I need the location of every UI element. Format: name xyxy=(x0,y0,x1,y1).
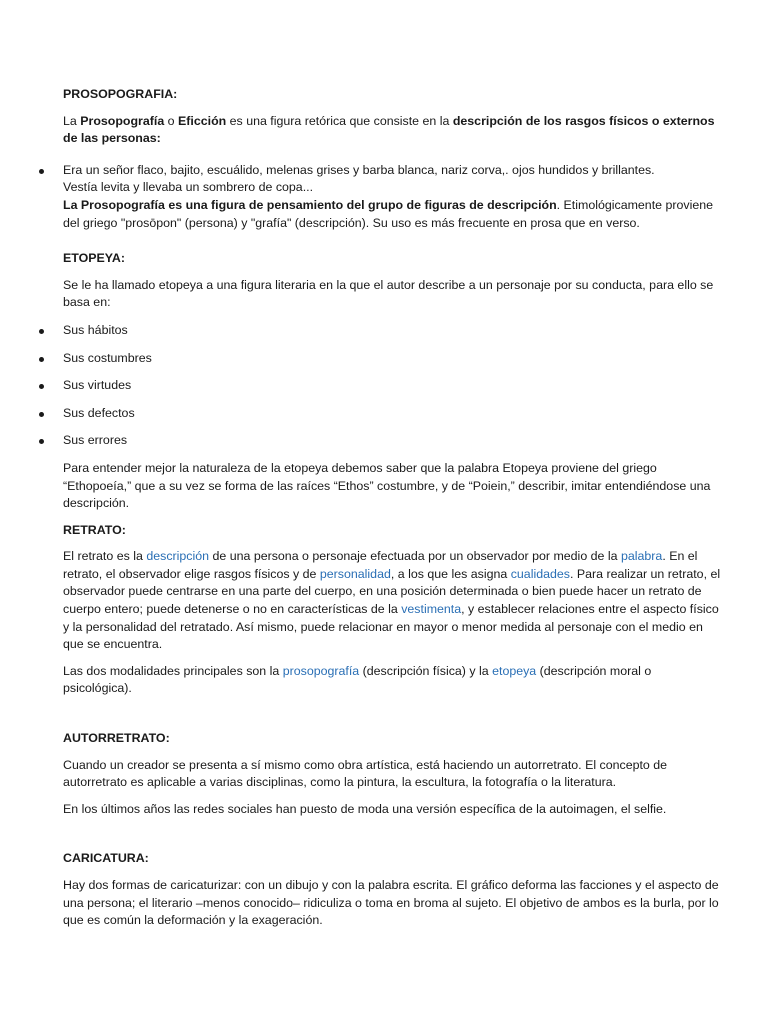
heading-etopeya: ETOPEYA: xyxy=(63,251,125,266)
autorretrato-paragraph-1: Cuando un creador se presenta a sí mismo como obra artística, está haciendo un autorretrato. El concepto de autorretrato es aplicable a varias disciplinas, como la pintura, la escultura, la fotografía o la literatura. xyxy=(63,757,668,790)
list-item: Sus virtudes xyxy=(63,377,723,395)
etopeya-explanation: Para entender mejor la naturaleza de la etopeya debemos saber que la palabra Etopeya proviene del griego “Ethopoeía,” que a su vez se forma de las raíces “Ethos” costumbre, y de “Poiein,” describir, imitar entendiéndose una descripción. xyxy=(63,460,711,511)
link-descripcion[interactable]: descripción xyxy=(146,549,210,564)
link-vestimenta[interactable]: vestimenta xyxy=(401,602,462,617)
document-body xyxy=(63,86,723,930)
bullet-icon xyxy=(39,169,44,174)
link-etopeya[interactable]: etopeya xyxy=(492,663,537,678)
heading-prosopografia: PROSOPOGRAFIA: xyxy=(63,87,178,101)
caricatura-paragraph-1: Hay dos formas de caricaturizar: con un dibujo y con la palabra escrita. El gráfico deforma las facciones y el aspecto de una persona; el literario –menos conocido– ridiculiza o toma en broma al sujeto. El objetivo de ambos es la burla, por lo que es común la deformación y la exageración. xyxy=(63,878,719,928)
heading-retrato: RETRATO: xyxy=(63,522,126,537)
link-cualidades[interactable]: cualidades xyxy=(510,566,570,581)
list-item: Sus errores xyxy=(63,432,723,450)
bullet-icon xyxy=(39,357,44,362)
bullet-icon xyxy=(39,384,44,389)
heading-caricatura: CARICATURA: xyxy=(63,851,149,866)
retrato-paragraph-1: El retrato es la descripción de una persona o personaje efectuada por un observador por medio de la palabra. En el retrato, el observador elige rasgos físicos y de personalidad, a los que les asigna cualidades. Para realizar un retrato, el observador puede centrarse en una parte del cuerpo, en una posición determinada o bien puede hacer un retrato de cuerpo entero; puede detenerse o no en características de la vestimenta, y establecer relaciones entre el aspecto físico y la personalidad del retratado. Así mismo, puede relacionar en mayor o menor medida al personaje con el medio en que se encuentra. xyxy=(63,549,721,652)
list-item: Era un señor flaco, bajito, escuálido, melenas grises y barba blanca, nariz corva,. ojos hundidos y brillantes. Vestía levita y llevaba un sombrero de copa... La Prosopografía es una figura de pensamiento del grupo de figuras de descripción. Etimológicamente proviene del griego "prosōpon" (persona) y "grafía" (descripción). Su uso es más frecuente en prosa que en verso. xyxy=(63,162,723,232)
prosopografia-intro: La Prosopografía o Eficción es una figura retórica que consiste en la descripción de los rasgos físicos o externos de las personas: xyxy=(63,113,715,146)
list-item: Sus costumbres xyxy=(63,350,723,368)
etopeya-intro: Se le ha llamado etopeya a una figura literaria en la que el autor describe a un personaje por su conducta, para ello se basa en: xyxy=(63,277,714,310)
link-palabra[interactable]: palabra xyxy=(620,549,663,564)
autorretrato-paragraph-2: En los últimos años las redes sociales han puesto de moda una versión específica de la autoimagen, el selfie. xyxy=(63,801,667,816)
bullet-icon xyxy=(39,412,44,417)
prosopografia-example-list xyxy=(63,162,723,232)
bullet-icon xyxy=(39,329,44,334)
heading-autorretrato: AUTORRETRATO: xyxy=(63,731,170,746)
link-prosopografia[interactable]: prosopografía xyxy=(282,663,360,678)
list-item: Sus defectos xyxy=(63,405,723,423)
list-item: Sus hábitos xyxy=(63,322,723,340)
etopeya-list xyxy=(63,322,723,450)
bullet-icon xyxy=(39,439,44,444)
retrato-paragraph-2: Las dos modalidades principales son la prosopografía (descripción física) y la etopeya (descripción moral o psicológica). xyxy=(63,663,652,696)
link-personalidad[interactable]: personalidad xyxy=(319,566,391,581)
